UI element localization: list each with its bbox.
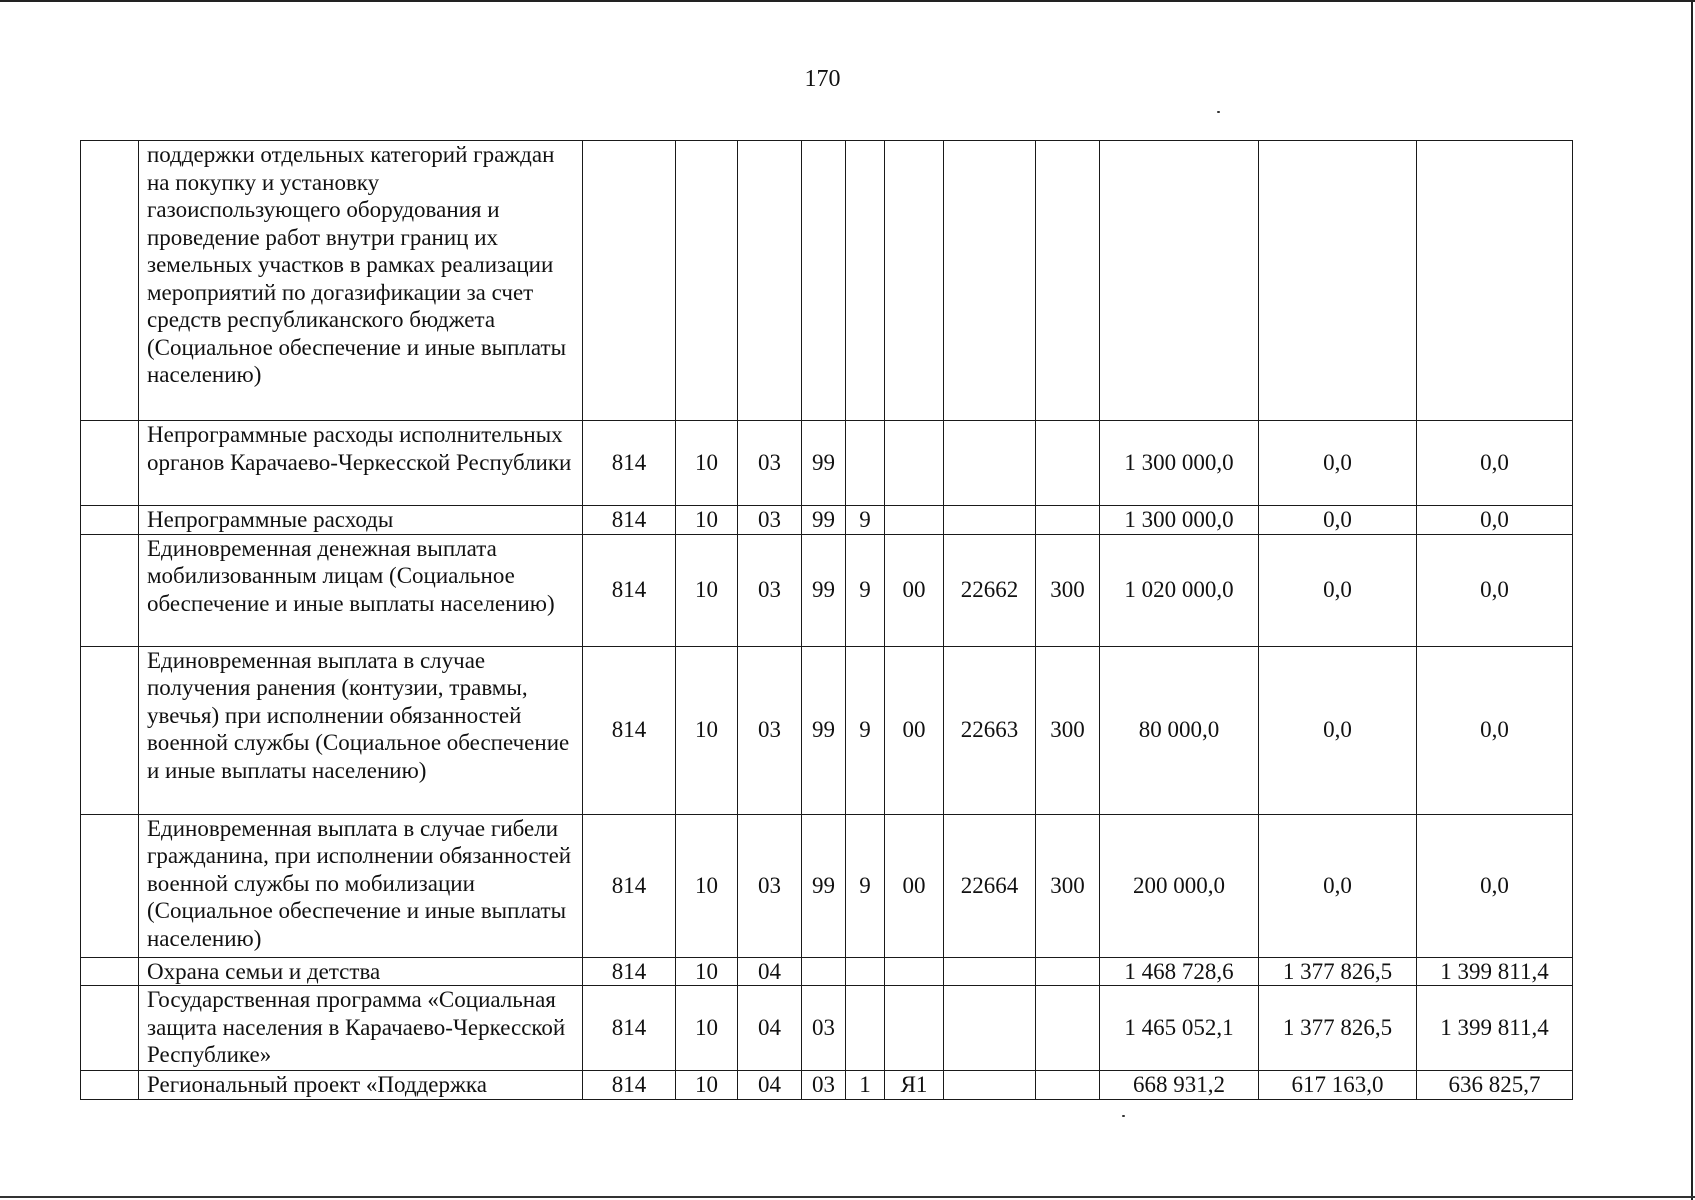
code-cell: 814 <box>583 646 676 814</box>
expense-name-cell: Непрограммные расходы исполнительных органов Карачаево-Черкесской Республики <box>139 421 583 506</box>
code-cell: 00 <box>885 646 944 814</box>
code-cell: 03 <box>802 1071 846 1100</box>
code-cell: 814 <box>583 986 676 1071</box>
code-cell: 9 <box>846 814 885 957</box>
code-cell: 10 <box>676 986 738 1071</box>
code-cell: 99 <box>802 421 846 506</box>
expense-name-cell: Единовременная денежная выплата мобилизованным лицам (Социальное обеспечение и иные выплаты населению) <box>139 534 583 646</box>
page-edge-bottom <box>0 1196 1695 1198</box>
scan-speck <box>1122 1115 1125 1117</box>
code-cell: 0,0 <box>1259 814 1417 957</box>
row-number-cell <box>81 957 139 986</box>
code-cell <box>885 986 944 1071</box>
code-cell: 03 <box>738 506 802 535</box>
code-cell: 1 300 000,0 <box>1100 506 1259 535</box>
code-cell: 1 <box>846 1071 885 1100</box>
code-cell: 0,0 <box>1417 506 1573 535</box>
code-cell <box>885 957 944 986</box>
code-cell: 22663 <box>944 646 1036 814</box>
row-number-cell <box>81 986 139 1071</box>
code-cell: 9 <box>846 506 885 535</box>
code-cell <box>885 421 944 506</box>
expense-name-cell: Единовременная выплата в случае получения ранения (контузии, травмы, увечья) при исполнении обязанностей военной службы (Социальное обеспечение и иные выплаты населению) <box>139 646 583 814</box>
code-cell <box>1259 141 1417 421</box>
code-cell: 1 300 000,0 <box>1100 421 1259 506</box>
code-cell <box>885 141 944 421</box>
code-cell: 636 825,7 <box>1417 1071 1573 1100</box>
code-cell: 10 <box>676 957 738 986</box>
code-cell <box>583 141 676 421</box>
table-row <box>81 957 1573 986</box>
code-cell: 80 000,0 <box>1100 646 1259 814</box>
table-body <box>81 141 1573 1100</box>
code-cell <box>1036 506 1100 535</box>
table-row <box>81 141 1573 421</box>
code-cell <box>738 141 802 421</box>
code-cell: 814 <box>583 1071 676 1100</box>
table-row <box>81 986 1573 1071</box>
code-cell <box>1036 141 1100 421</box>
expense-name-cell: Охрана семьи и детства <box>139 957 583 986</box>
code-cell: 04 <box>738 1071 802 1100</box>
row-number-cell <box>81 1071 139 1100</box>
code-cell: 814 <box>583 814 676 957</box>
code-cell: 10 <box>676 421 738 506</box>
code-cell: 617 163,0 <box>1259 1071 1417 1100</box>
code-cell <box>885 506 944 535</box>
code-cell <box>676 141 738 421</box>
row-number-cell <box>81 421 139 506</box>
code-cell: 300 <box>1036 534 1100 646</box>
code-cell: 1 377 826,5 <box>1259 957 1417 986</box>
code-cell: 9 <box>846 534 885 646</box>
table-row <box>81 506 1573 535</box>
budget-table <box>80 140 1573 1100</box>
code-cell: 300 <box>1036 814 1100 957</box>
code-cell: Я1 <box>885 1071 944 1100</box>
code-cell: 03 <box>738 534 802 646</box>
code-cell <box>846 986 885 1071</box>
code-cell <box>1100 141 1259 421</box>
code-cell: 0,0 <box>1259 506 1417 535</box>
table-row <box>81 814 1573 957</box>
expense-name-cell: Региональный проект «Поддержка <box>139 1071 583 1100</box>
code-cell: 0,0 <box>1417 534 1573 646</box>
expense-name-cell: поддержки отдельных категорий граждан на покупку и установку газоиспользующего оборудования и проведение работ внутри границ их земельных участков в рамках реализации мероприятий по догазификации за счет средств республиканского бюджета (Социальное обеспечение и иные выплаты населению) <box>139 141 583 421</box>
row-number-cell <box>81 814 139 957</box>
code-cell: 99 <box>802 814 846 957</box>
row-number-cell <box>81 141 139 421</box>
expense-name-cell: Единовременная выплата в случае гибели гражданина, при исполнении обязанностей военной службы по мобилизации (Социальное обеспечение и иные выплаты населению) <box>139 814 583 957</box>
code-cell: 1 020 000,0 <box>1100 534 1259 646</box>
code-cell: 300 <box>1036 646 1100 814</box>
code-cell: 1 465 052,1 <box>1100 986 1259 1071</box>
code-cell <box>1036 1071 1100 1100</box>
page-edge-top <box>0 0 1695 2</box>
code-cell: 03 <box>738 421 802 506</box>
code-cell: 668 931,2 <box>1100 1071 1259 1100</box>
code-cell: 04 <box>738 957 802 986</box>
code-cell <box>944 1071 1036 1100</box>
code-cell <box>944 141 1036 421</box>
code-cell <box>846 957 885 986</box>
code-cell: 99 <box>802 506 846 535</box>
code-cell: 814 <box>583 506 676 535</box>
code-cell: 22662 <box>944 534 1036 646</box>
code-cell: 10 <box>676 646 738 814</box>
code-cell <box>944 957 1036 986</box>
code-cell: 0,0 <box>1417 646 1573 814</box>
code-cell: 1 399 811,4 <box>1417 957 1573 986</box>
code-cell <box>846 141 885 421</box>
code-cell <box>944 986 1036 1071</box>
code-cell: 814 <box>583 957 676 986</box>
expense-name-cell: Непрограммные расходы <box>139 506 583 535</box>
code-cell: 03 <box>738 814 802 957</box>
expense-name-cell: Государственная программа «Социальная защита населения в Карачаево-Черкесской Республике» <box>139 986 583 1071</box>
code-cell: 0,0 <box>1417 814 1573 957</box>
code-cell: 03 <box>738 646 802 814</box>
code-cell: 0,0 <box>1417 421 1573 506</box>
table-row <box>81 646 1573 814</box>
code-cell: 10 <box>676 534 738 646</box>
code-cell <box>1036 957 1100 986</box>
code-cell: 03 <box>802 986 846 1071</box>
code-cell: 10 <box>676 506 738 535</box>
code-cell <box>1036 421 1100 506</box>
code-cell: 0,0 <box>1259 646 1417 814</box>
table-row <box>81 534 1573 646</box>
table-row <box>81 1071 1573 1100</box>
table-row <box>81 421 1573 506</box>
code-cell: 99 <box>802 646 846 814</box>
code-cell: 00 <box>885 534 944 646</box>
code-cell <box>846 421 885 506</box>
code-cell: 1 399 811,4 <box>1417 986 1573 1071</box>
code-cell: 99 <box>802 534 846 646</box>
code-cell <box>944 421 1036 506</box>
code-cell: 9 <box>846 646 885 814</box>
row-number-cell <box>81 534 139 646</box>
code-cell: 1 377 826,5 <box>1259 986 1417 1071</box>
code-cell: 0,0 <box>1259 421 1417 506</box>
code-cell <box>802 957 846 986</box>
code-cell: 04 <box>738 986 802 1071</box>
code-cell: 10 <box>676 1071 738 1100</box>
code-cell: 22664 <box>944 814 1036 957</box>
row-number-cell <box>81 646 139 814</box>
code-cell <box>1036 986 1100 1071</box>
page-number: 170 <box>804 66 841 92</box>
code-cell <box>1417 141 1573 421</box>
code-cell: 00 <box>885 814 944 957</box>
code-cell: 814 <box>583 534 676 646</box>
code-cell: 1 468 728,6 <box>1100 957 1259 986</box>
row-number-cell <box>81 506 139 535</box>
code-cell: 814 <box>583 421 676 506</box>
page-edge-right <box>1691 0 1693 1200</box>
code-cell <box>944 506 1036 535</box>
scan-speck <box>1217 111 1220 113</box>
code-cell <box>802 141 846 421</box>
code-cell: 200 000,0 <box>1100 814 1259 957</box>
code-cell: 0,0 <box>1259 534 1417 646</box>
code-cell: 10 <box>676 814 738 957</box>
